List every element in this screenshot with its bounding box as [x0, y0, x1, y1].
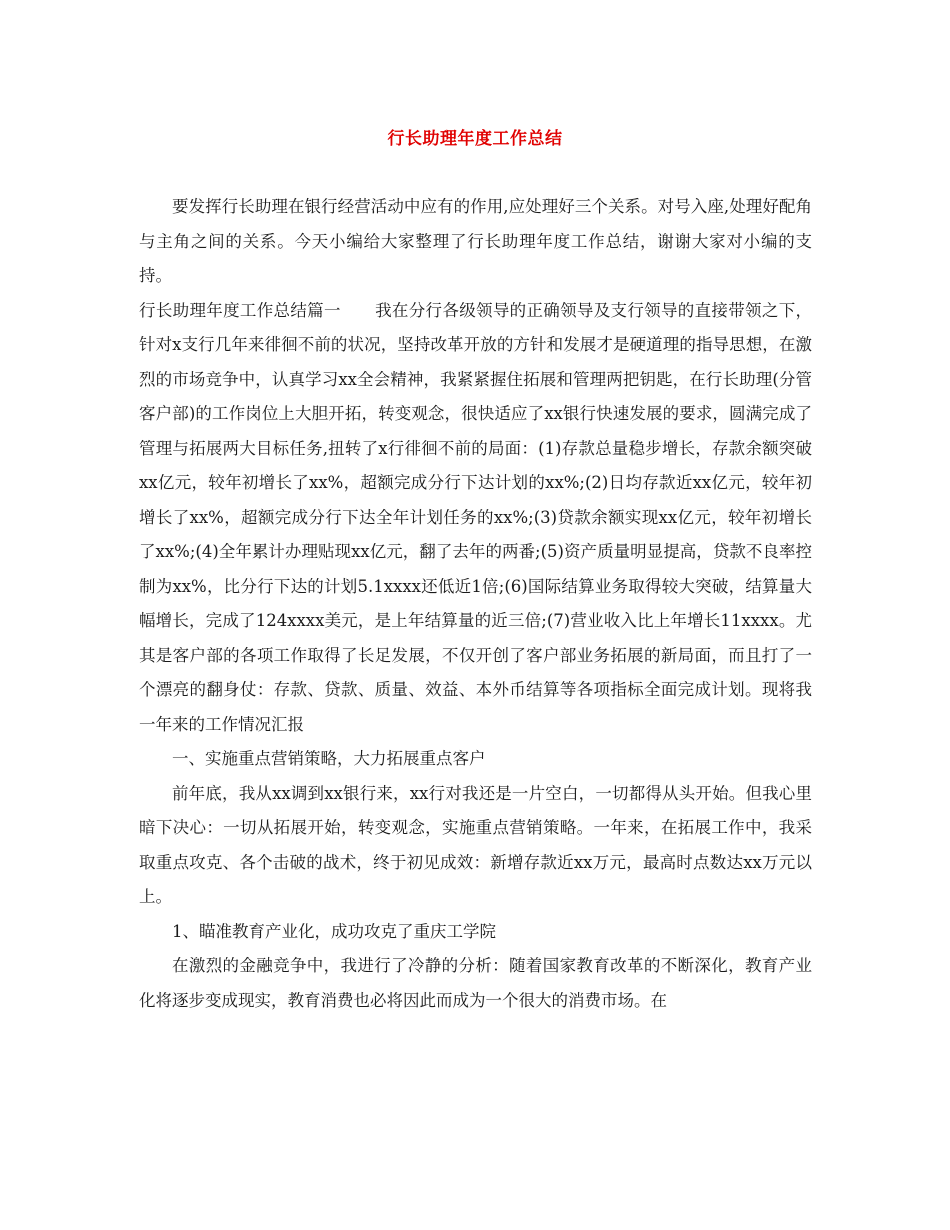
- section1-body: 我在分行各级领导的正确领导及支行领导的直接带领之下，针对x支行几年来徘徊不前的状况，坚持改革开放的方针和发展才是硬道理的指导思想，在激烈的市场竞争中，认真学习xx全会精神，我紧紧握住拓展和管理两把钥匙，在行长助理(分管客户部)的工作岗位上大胆开拓，转变观念，很快适应了xx银行快速发展的要求，圆满完成了管理与拓展两大目标任务,扭转了x行徘徊不前的局面：(1)存款总量稳步增长，存款余额突破xx亿元，较年初增长了xx%，超额完成分行下达计划的xx%;(2)日均存款近xx亿元，较年初增长了xx%，超额完成分行下达全年计划任务的xx%;(3)贷款余额实现xx亿元，较年初增长了xx%;(4)全年累计办理贴现xx亿元，翻了去年的两番;(5)资产质量明显提高，贷款不良率控制为xx%，比分行下达的计划5.1xxxx还低近1倍;(6)国际结算业务取得较大突破，结算量大幅增长，完成了124xxxx美元，是上年结算量的近三倍;(7)营业收入比上年增长11xxxx。尤其是客户部的各项工作取得了长足发展，不仅开创了客户部业务拓展的新局面，而且打了一个漂亮的翻身仗：存款、贷款、质量、效益、本外币结算等各项指标全面完成计划。现将我一年来的工作情况汇报: [139, 300, 813, 734]
- heading-1: 一、实施重点营销策略，大力拓展重点客户: [172, 749, 486, 768]
- section1-title: 行长助理年度工作总结篇一: [139, 300, 341, 320]
- section1-paragraph: [139, 294, 812, 743]
- document-body: [139, 190, 812, 1018]
- intro-paragraph: 要发挥行长助理在银行经营活动中应有的作用,应处理好三个关系。对号入座,处理好配角与主角之间的关系。今天小编给大家整理了行长助理年度工作总结，谢谢大家对小编的支持。: [139, 197, 812, 285]
- paragraph-2: 在激烈的金融竞争中，我进行了冷静的分析：随着国家教育改革的不断深化，教育产业化将逐步变成现实，教育消费也必将因此而成为一个很大的消费市场。在: [139, 956, 812, 1010]
- heading-2: 1、瞄准教育产业化，成功攻克了重庆工学院: [172, 921, 496, 941]
- document-title: 行长助理年度工作总结: [387, 129, 563, 149]
- paragraph-1: 前年底，我从xx调到xx银行来，xx行对我还是一片空白，一切都得从头开始。但我心里暗下决心：一切从拓展开始，转变观念，实施重点营销策略。一年来，在拓展工作中，我采取重点攻克、各个击破的战术，终于初见成效：新增存款近xx万元，最高时点数达xx万元以上。: [139, 783, 812, 906]
